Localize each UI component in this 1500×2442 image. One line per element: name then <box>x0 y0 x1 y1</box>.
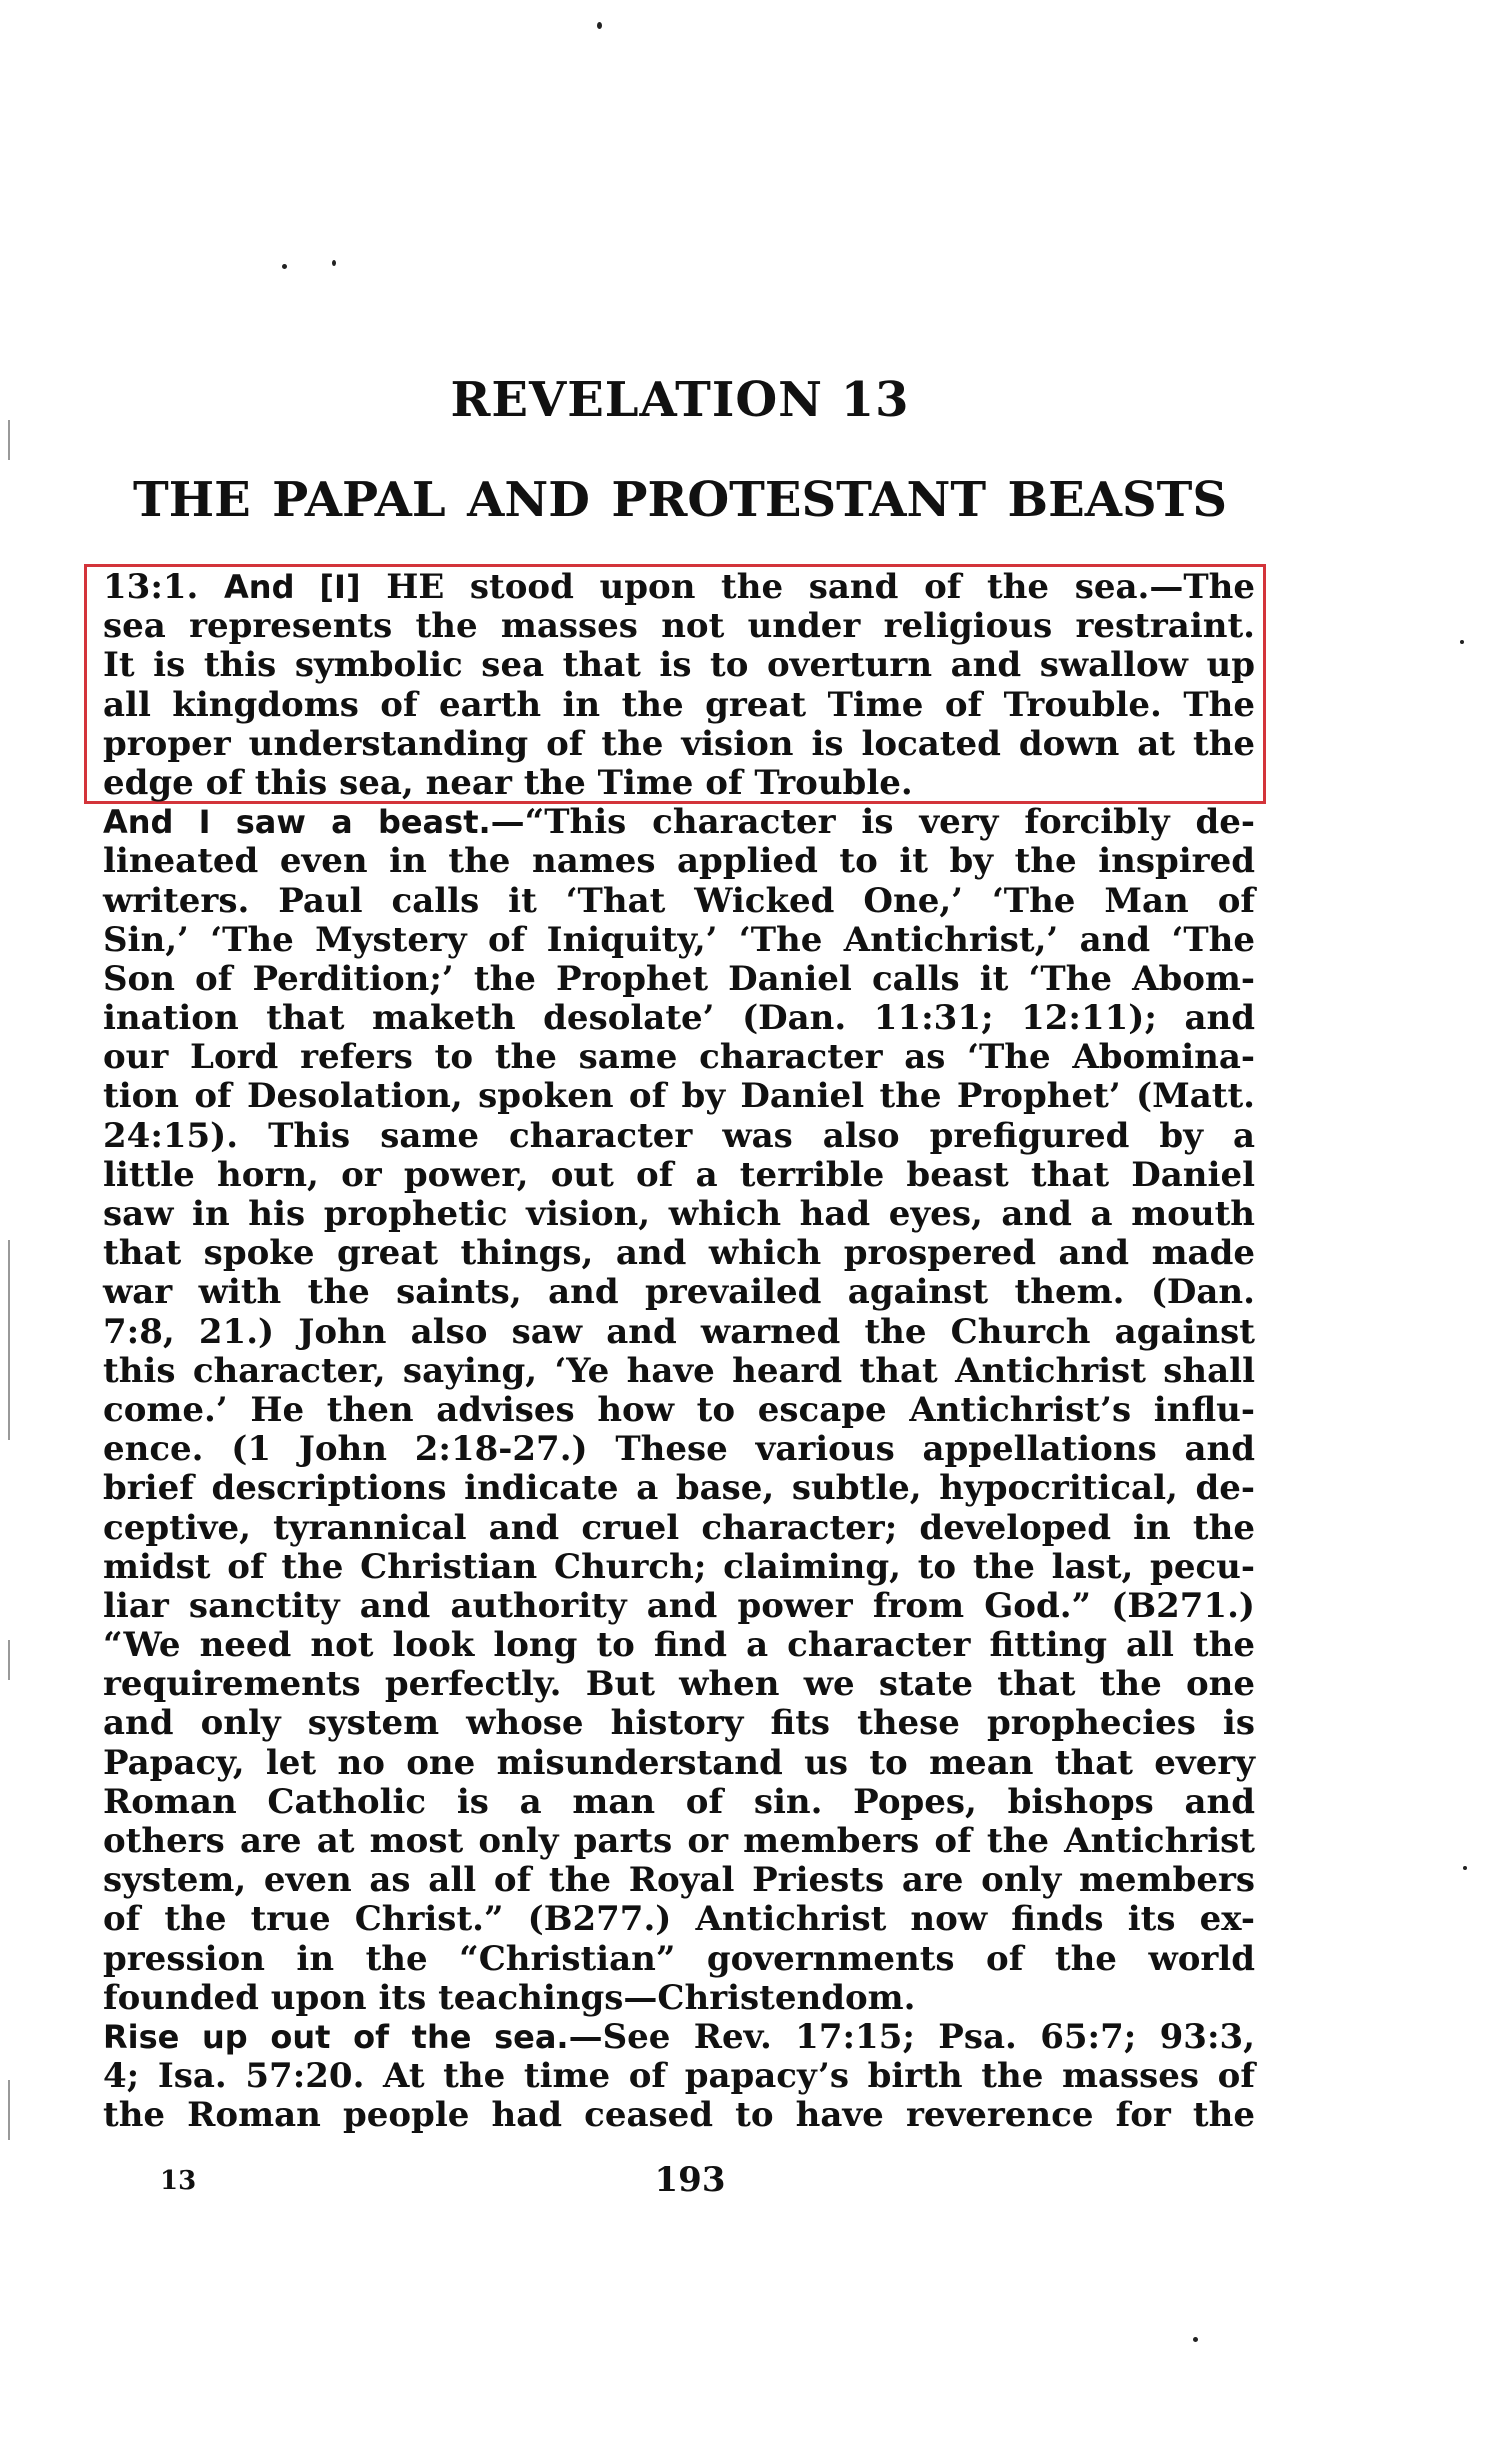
scan-edge-mark <box>8 2080 10 2140</box>
line-text: 24:15). This same character was also prefigured by a <box>103 1115 1255 1156</box>
ink-speck <box>282 264 287 269</box>
text-line <box>103 1665 1255 1704</box>
text-line <box>103 1548 1255 1587</box>
line-text: others are at most only parts or members of the Antichrist <box>103 1821 1255 1861</box>
line-text: edge of this sea, near the Time of Trouble. <box>103 762 913 803</box>
text-line <box>103 2018 1255 2057</box>
scan-edge-mark <box>8 1240 10 1440</box>
ink-speck <box>1193 2337 1198 2342</box>
text-line <box>103 1234 1255 1273</box>
line-text: lineated even in the names applied to it by the inspired <box>103 841 1255 882</box>
text-line <box>103 686 1255 725</box>
line-text: 7:8, 21.) John also saw and warned the Church against <box>103 1311 1255 1352</box>
text-line <box>103 1391 1255 1430</box>
line-text: this character, saying, ‘Ye have heard that Antichrist shall <box>103 1350 1255 1391</box>
line-text: 4; Isa. 57:20. At the time of papacy’s birth the masses of <box>103 2056 1255 2097</box>
line-text: and only system whose history fits these prophecies is <box>103 1703 1255 1744</box>
line-text: Son of Perdition;’ the Prophet Daniel calls it ‘The Abom- <box>103 958 1255 999</box>
ink-speck <box>597 22 602 29</box>
text-line <box>103 882 1255 921</box>
text-line <box>103 1900 1255 1939</box>
text-line <box>103 1744 1255 1783</box>
text-line <box>103 921 1255 960</box>
text-line <box>103 2096 1255 2135</box>
text-line <box>103 2057 1255 2096</box>
keyword-phrase: And I saw a beast. <box>103 803 491 842</box>
scan-edge-mark <box>8 420 10 460</box>
text-line <box>103 725 1255 764</box>
signature-mark: 13 <box>160 2166 197 2196</box>
line-text: midst of the Christian Church; claiming, to the last, pecu- <box>103 1546 1255 1587</box>
line-text: all kingdoms of earth in the great Time of Trouble. The <box>103 684 1255 725</box>
text-line <box>103 1156 1255 1195</box>
text-line <box>103 1626 1255 1665</box>
line-text: Sin,’ ‘The Mystery of Iniquity,’ ‘The Antichrist,’ and ‘The <box>103 919 1255 960</box>
text-line <box>103 1195 1255 1234</box>
line-text: founded upon its teachings—Christendom. <box>103 1977 916 2018</box>
line-text: —“This character is very forcibly de- <box>490 802 1256 843</box>
text-line <box>103 999 1255 1038</box>
line-text: saw in his prophetic vision, which had eyes, and a mouth <box>103 1194 1255 1234</box>
line-text: war with the saints, and prevailed against them. (Dan. <box>103 1272 1255 1313</box>
text-line <box>103 646 1255 685</box>
text-line <box>103 1273 1255 1312</box>
verse-text: HE stood upon the sand of the sea. <box>360 567 1150 607</box>
text-line <box>103 1783 1255 1822</box>
text-line <box>103 1352 1255 1391</box>
verse-tail: —The <box>1149 567 1256 607</box>
line-text: come.’ He then advises how to escape Antichrist’s influ- <box>103 1389 1255 1430</box>
line-text: —See Rev. 17:15; Psa. 65:7; 93:3, <box>568 2016 1255 2057</box>
text-line <box>103 1822 1255 1861</box>
line-text: of the true Christ.” (B277.) Antichrist now finds its ex- <box>103 1899 1255 1940</box>
line-text: sea represents the masses not under religious restraint. <box>103 606 1255 647</box>
keyword-phrase: Rise up out of the sea. <box>103 2017 569 2056</box>
text-line <box>103 1469 1255 1508</box>
line-text: “We need not look long to find a character fitting all the <box>103 1625 1255 1666</box>
line-text: liar sanctity and authority and power from God.” (B271.) <box>103 1585 1255 1626</box>
text-line <box>103 1861 1255 1900</box>
text-line <box>103 1038 1255 1077</box>
section-title: THE PAPAL AND PROTESTANT BEASTS <box>133 472 1227 528</box>
line-text: tion of Desolation, spoken of by Daniel the Prophet’ (Matt. <box>103 1076 1255 1117</box>
line-text: little horn, or power, out of a terrible beast that Daniel <box>103 1154 1255 1195</box>
text-line <box>103 1077 1255 1116</box>
verse-ref: 13:1. <box>103 567 225 607</box>
text-lines <box>103 607 1255 2135</box>
chapter-title: REVELATION 13 <box>450 372 910 428</box>
scan-edge-mark <box>8 1640 10 1680</box>
text-line <box>103 1940 1255 1979</box>
text-line <box>103 842 1255 881</box>
text-line <box>103 960 1255 999</box>
line-text: writers. Paul calls it ‘That Wicked One,’ ‘The Man of <box>103 880 1255 921</box>
text-line <box>103 1509 1255 1548</box>
body-text <box>103 568 1255 2136</box>
line-text: It is this symbolic sea that is to overturn and swallow up <box>103 645 1255 686</box>
line-text: requirements perfectly. But when we state that the one <box>103 1664 1255 1705</box>
ink-speck <box>1460 640 1464 644</box>
text-line <box>103 764 1255 803</box>
line-text: the Roman people had ceased to have reverence for the <box>103 2095 1255 2136</box>
text-line <box>103 568 1255 607</box>
ink-speck <box>332 260 336 266</box>
line-text: system, even as all of the Royal Priests are only members <box>103 1860 1255 1901</box>
line-text: ence. (1 John 2:18-27.) These various appellations and <box>103 1429 1255 1470</box>
line-text: that spoke great things, and which prospered and made <box>103 1233 1255 1274</box>
line-text: pression in the “Christian” governments of the world <box>103 1938 1255 1979</box>
text-line <box>103 803 1255 842</box>
ink-speck <box>1463 1866 1467 1870</box>
text-line <box>103 1979 1255 2018</box>
line-text: Roman Catholic is a man of sin. Popes, bishops and <box>103 1781 1255 1822</box>
text-line <box>103 607 1255 646</box>
keyword-phrase: And [I] <box>224 568 361 606</box>
line-text: Papacy, let no one misunderstand us to mean that every <box>103 1742 1255 1783</box>
line-text: our Lord refers to the same character as ‘The Abomina- <box>103 1037 1255 1078</box>
text-line <box>103 1430 1255 1469</box>
line-text: brief descriptions indicate a base, subtle, hypocritical, de- <box>103 1468 1255 1509</box>
line-text: proper understanding of the vision is located down at the <box>103 723 1255 764</box>
line-text: ceptive, tyrannical and cruel character; developed in the <box>103 1507 1255 1548</box>
page-number: 193 <box>654 2160 726 2200</box>
text-line <box>103 1587 1255 1626</box>
text-line <box>103 1704 1255 1743</box>
line-text: ination that maketh desolate’ (Dan. 11:31; 12:11); and <box>103 998 1255 1039</box>
text-line <box>103 1313 1255 1352</box>
text-line <box>103 1117 1255 1156</box>
